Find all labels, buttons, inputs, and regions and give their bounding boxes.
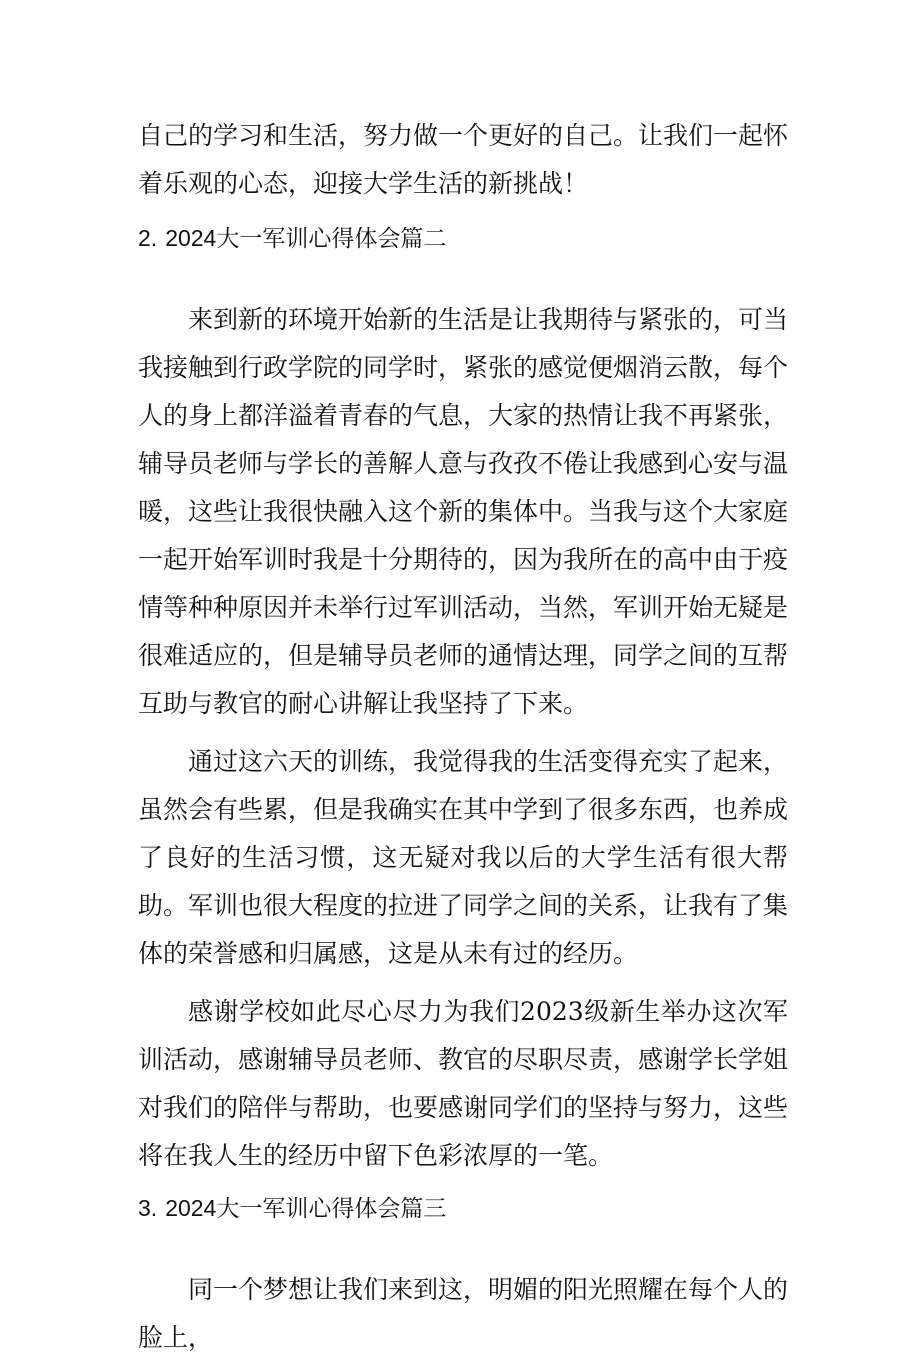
section2-paragraph-2: 通过这六天的训练，我觉得我的生活变得充实了起来，虽然会有些累，但是我确实在其中学到了很多东西，也养成了良好的生活习惯，这无疑对我以后的大学生活有很大帮助。军训也很大程度的拉进了同学之间的关系，让我有了集体的荣誉感和归属感，这是从未有过的经历。 <box>138 747 789 968</box>
paragraph-continuation: 自己的学习和生活，努力做一个更好的自己。让我们一起怀着乐观的心态，迎接大学生活的新挑战！ <box>138 121 789 198</box>
section-heading-3 <box>138 1188 788 1228</box>
section-heading-2 <box>138 218 788 258</box>
section-title-3: 2024大一军训心得体会篇三 <box>165 1195 447 1221</box>
section2-paragraph-3: 感谢学校如此尽心尽力为我们2023级新生举办这次军训活动，感谢辅导员老师、教官的尽职尽责，感谢学长学姐对我们的陪伴与帮助，也要感谢同学们的坚持与努力，这些将在我人生的经历中留下色彩浓厚的一笔。 <box>138 997 789 1170</box>
section-number-2: 2. <box>138 225 158 251</box>
section2-paragraph-1: 来到新的环境开始新的生活是让我期待与紧张的，可当我接触到行政学院的同学时，紧张的感觉便烟消云散，每个人的身上都洋溢着青春的气息，大家的热情让我不再紧张，辅导员老师与学长的善解人意与孜孜不倦让我感到心安与温暖，这些让我很快融入这个新的集体中。当我与这个大家庭一起开始军训时我是十分期待的，因为我所在的高中由于疫情等种种原因并未举行过军训活动，当然，军训开始无疑是很难适应的，但是辅导员老师的通情达理，同学之间的互帮互助与教官的耐心讲解让我坚持了下来。 <box>138 305 789 718</box>
section-title-2: 2024大一军训心得体会篇二 <box>165 225 447 251</box>
section3-paragraph-1: 同一个梦想让我们来到这，明媚的阳光照耀在每个人的脸上， <box>138 1275 789 1352</box>
section-number-3: 3. <box>138 1195 158 1221</box>
document-body <box>138 112 788 1372</box>
